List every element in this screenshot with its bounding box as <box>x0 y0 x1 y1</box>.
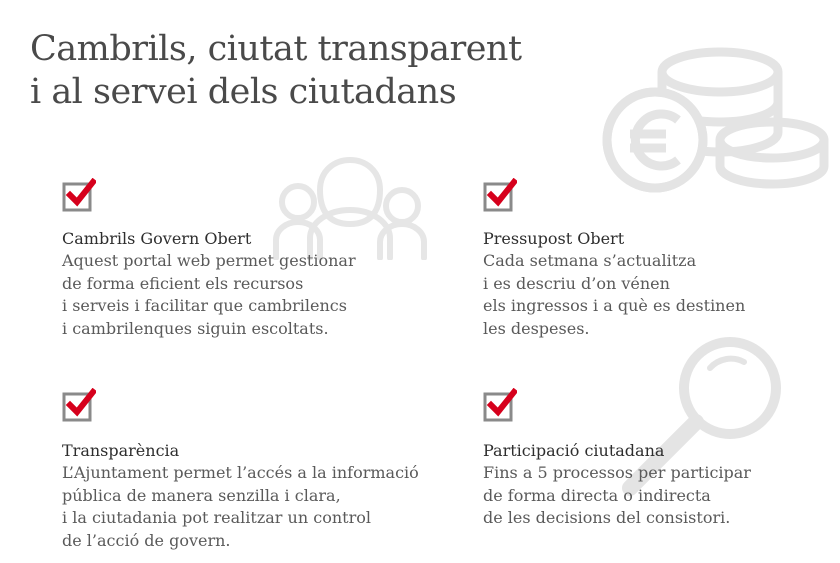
text-line: els ingressos i a què es destinen <box>483 296 746 315</box>
text-line: i cambrilenques siguin escoltats. <box>62 318 329 338</box>
page-title <box>30 28 522 114</box>
title-line-2: i al servei dels ciutadans <box>30 72 457 112</box>
text-line: pública de manera senzilla i clara, <box>62 485 341 505</box>
block-title-govern-obert: Cambrils Govern Obert <box>62 229 252 248</box>
block-text-pressupost-obert <box>483 250 745 340</box>
text-line: Cada setmana s’actualitza <box>483 251 697 270</box>
text-line: Fins a 5 processos per participar <box>483 463 751 482</box>
block-text-participacio <box>483 462 751 530</box>
text-line: de les decisions del consistori. <box>483 508 731 527</box>
text-line: de forma directa o indirecta <box>483 485 711 505</box>
block-title-participacio: Participació ciutadana <box>483 441 665 460</box>
block-text-govern-obert <box>62 250 356 340</box>
block-title-pressupost-obert: Pressupost Obert <box>483 229 625 248</box>
people-icon <box>270 140 430 260</box>
text-line: L’Ajuntament permet l’accés a la informació <box>62 463 419 482</box>
checkbox-checked-icon <box>62 178 96 212</box>
text-line: Aquest portal web permet gestionar <box>62 251 356 270</box>
block-text-transparencia <box>62 462 419 552</box>
checkbox-checked-icon <box>483 178 517 212</box>
text-line: i serveis i facilitar que cambrilencs <box>62 296 347 315</box>
title-line-1: Cambrils, ciutat transparent <box>30 29 522 69</box>
checkbox-checked-icon <box>62 388 96 422</box>
checkbox-checked-icon <box>483 388 517 422</box>
text-line: de forma eficient els recursos <box>62 273 304 293</box>
text-line: les despeses. <box>483 318 590 338</box>
text-line: i es descriu d’on vénen <box>483 273 670 293</box>
block-title-transparencia: Transparència <box>62 441 180 460</box>
text-line: i la ciutadania pot realitzar un control <box>62 508 371 527</box>
text-line: de l’acció de govern. <box>62 530 231 550</box>
euro-coins-icon <box>600 40 830 200</box>
